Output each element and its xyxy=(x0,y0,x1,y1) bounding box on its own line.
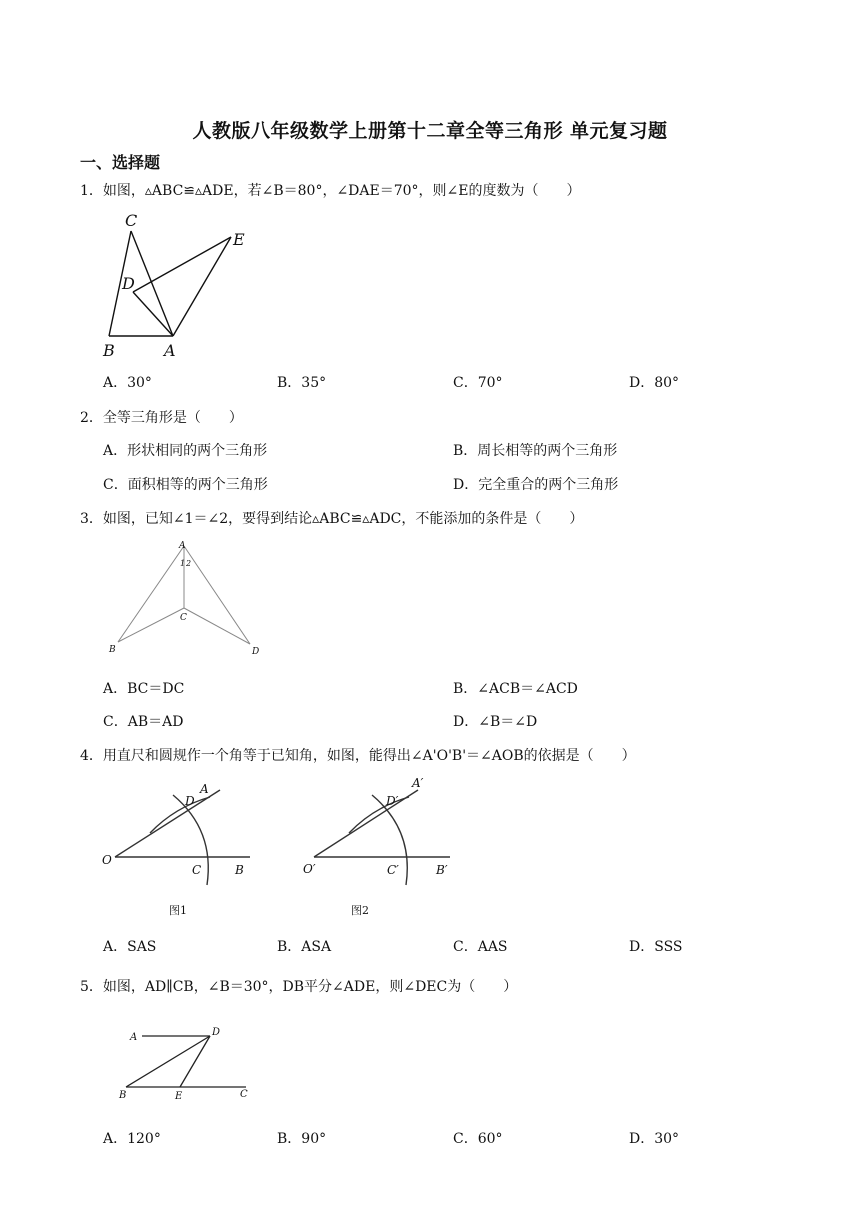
page-title: 人教版八年级数学上册第十二章全等三角形 单元复习题 xyxy=(192,120,668,142)
question-4-option-d: D．SSS xyxy=(629,939,683,955)
question-3-option-d: D．∠B＝∠D xyxy=(453,714,538,730)
label-a: A xyxy=(200,782,209,796)
question-1-figure xyxy=(95,205,285,365)
question-2-option-b: B．周长相等的两个三角形 xyxy=(453,443,618,459)
segment-ad xyxy=(133,292,173,336)
segment-de xyxy=(133,237,231,292)
question-1-option-c: C．70° xyxy=(453,375,503,391)
label-o-prime: O′ xyxy=(303,862,316,876)
question-1-stem: 1．如图，▵ABC≌▵ADE，若∠B＝80°，∠DAE＝70°，则∠E的度数为（ ） xyxy=(80,183,581,199)
label-a: A xyxy=(164,341,176,360)
segment-ca xyxy=(131,231,173,336)
label-angle-2: 2 xyxy=(186,559,192,568)
label-b: B xyxy=(235,863,244,877)
question-5-option-a: A．120° xyxy=(103,1131,161,1147)
question-5-stem: 5．如图，AD∥CB，∠B＝30°，DB平分∠ADE，则∠DEC为（ ） xyxy=(80,979,518,995)
label-c-prime: C′ xyxy=(387,863,399,877)
label-a: A xyxy=(130,1032,138,1043)
label-angle-1: 1 xyxy=(180,559,186,568)
label-d: D xyxy=(212,1027,221,1038)
label-d: D xyxy=(185,794,195,808)
question-3-option-a: A．BC＝DC xyxy=(103,681,185,697)
label-b-prime: B′ xyxy=(436,863,448,877)
segment-ea xyxy=(173,237,231,336)
figure-2-caption: 图2 xyxy=(351,904,369,917)
label-a: A xyxy=(179,541,186,551)
label-e: E xyxy=(233,230,245,249)
label-d: D xyxy=(122,274,135,293)
question-1-option-a: A．30° xyxy=(103,375,152,391)
question-4-option-c: C．AAS xyxy=(453,939,508,955)
question-3-figure xyxy=(105,538,265,663)
label-b: B xyxy=(103,341,115,360)
label-a-prime: A′ xyxy=(412,776,424,790)
question-1-option-d: D．80° xyxy=(629,375,680,391)
question-3-option-c: C．AB＝AD xyxy=(103,714,184,730)
question-2-option-c: C．面积相等的两个三角形 xyxy=(103,477,268,493)
question-1-option-b: B．35° xyxy=(277,375,327,391)
question-5-option-b: B．90° xyxy=(277,1131,327,1147)
question-4-figure-2 xyxy=(300,775,470,920)
question-5-option-d: D．30° xyxy=(629,1131,680,1147)
label-b: B xyxy=(109,645,116,655)
label-e: E xyxy=(175,1091,183,1102)
question-3-option-b: B．∠ACB＝∠ACD xyxy=(453,681,578,697)
question-2-option-d: D．完全重合的两个三角形 xyxy=(453,477,619,493)
question-4-stem: 4．用直尺和圆规作一个角等于已知角，如图，能得出∠A'O'B'＝∠AOB的依据是（ ） xyxy=(80,748,636,764)
question-4-figure-1 xyxy=(95,775,265,920)
label-c: C xyxy=(240,1089,248,1100)
label-c: C xyxy=(192,863,202,877)
question-4-option-a: A．SAS xyxy=(103,939,157,955)
label-d: D xyxy=(252,647,260,657)
question-5-option-c: C．60° xyxy=(453,1131,503,1147)
question-3-stem: 3．如图，已知∠1＝∠2，要得到结论▵ABC≌▵ADC，不能添加的条件是（ ） xyxy=(80,511,584,527)
label-c: C xyxy=(180,613,187,623)
label-b: B xyxy=(119,1090,127,1101)
label-d-prime: D′ xyxy=(386,794,399,808)
question-4-option-b: B．ASA xyxy=(277,939,332,955)
label-o: O xyxy=(102,853,112,867)
section-heading: 一、选择题 xyxy=(80,153,161,172)
question-5-figure xyxy=(110,1020,270,1105)
label-c: C xyxy=(125,211,138,230)
question-2-stem: 2．全等三角形是（ ） xyxy=(80,410,243,426)
figure-1-caption: 图1 xyxy=(169,904,187,917)
question-2-option-a: A．形状相同的两个三角形 xyxy=(103,443,268,459)
